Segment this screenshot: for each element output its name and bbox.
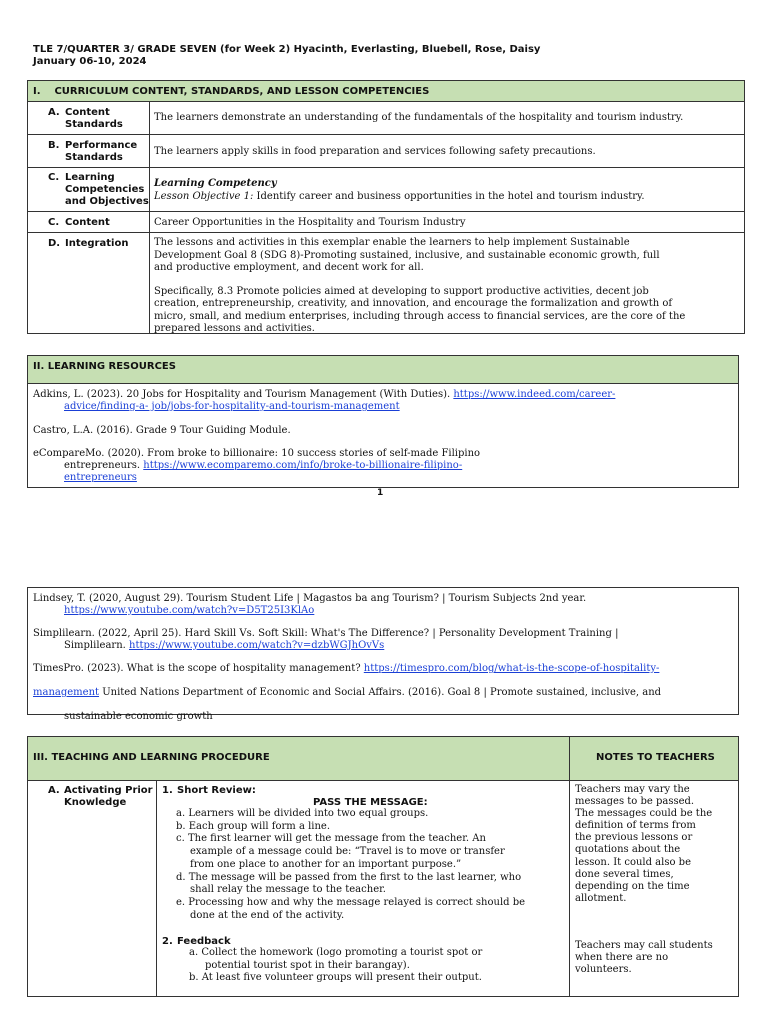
row-d-label: Content	[65, 217, 110, 228]
reference-un: management United Nations Department of Economic and Social Affairs. (2016). Goal 8 | Promote sustained, inclusive, and	[33, 687, 662, 698]
row-e-label: Integration	[65, 238, 129, 249]
reference-link[interactable]: entrepreneurs	[64, 472, 137, 483]
step-b: b. Each group will form a line.	[176, 820, 331, 832]
note-line: when there are no	[575, 952, 669, 964]
header-line-1: TLE 7/QUARTER 3/ GRADE SEVEN (for Week 2) Hyacinth, Everlasting, Bluebell, Rose, Daisy	[33, 44, 541, 55]
reference-ecomparemo: eCompareMo. (2020). From broke to billionaire: 10 success stories of self-made Filipino entrepreneurs. https://www.ecomparemo.com/info/broke-to-billionaire-filipino- entrepreneurs	[33, 448, 481, 483]
note-short-review	[575, 784, 712, 905]
learning-competency-block	[154, 178, 645, 203]
feedback-b: b. At least five volunteer groups will present their output.	[189, 972, 482, 983]
item1-number: 1.	[162, 785, 173, 796]
reference-link[interactable]: https://www.indeed.com/career-	[453, 389, 616, 400]
section3-title: III. TEACHING AND LEARNING PROCEDURE	[33, 752, 270, 763]
feedback-a: a. Collect the homework (logo promoting a tourist spot or	[189, 947, 483, 958]
row-b-letter: B.	[48, 140, 60, 151]
row-e-letter: D.	[48, 238, 61, 249]
performance-standards-text: The learners apply skills in food preparation and services following safety precautions.	[154, 146, 596, 157]
step-d: d. The message will be passed from the first to the last learner, who	[176, 871, 522, 883]
note-line: the previous lessons or	[575, 832, 693, 844]
row-a-label: Content Standards	[65, 107, 123, 130]
content-text: Career Opportunities in the Hospitality and Tourism Industry	[154, 217, 466, 228]
reference-link[interactable]: https://www.youtube.com/watch?v=dzbWGJhOvVs	[129, 640, 385, 651]
note-line: lesson. It could also be	[575, 856, 691, 868]
reference-link[interactable]: https://www.ecomparemo.com/info/broke-to-billionaire-filipino-	[143, 460, 463, 471]
row-d-letter: C.	[48, 217, 60, 228]
section1-title: I. CURRICULUM CONTENT, STANDARDS, AND LESSON COMPETENCIES	[33, 86, 430, 97]
row-b-label: Performance Standards	[65, 140, 138, 163]
reference-link[interactable]: management	[33, 687, 100, 698]
note-line: volunteers.	[575, 964, 632, 976]
notes-header: NOTES TO TEACHERS	[596, 752, 715, 763]
reference-link[interactable]: https://timespro.com/blog/what-is-the-scope-of-hospitality-	[363, 663, 660, 674]
page-number: 1	[377, 488, 384, 498]
row-c-letter: C.	[48, 172, 60, 183]
lesson-objective-text: Identify career and business opportunities in the hotel and tourism industry.	[253, 190, 645, 202]
note-line: Teachers may call students	[575, 940, 713, 951]
integration-text: The lessons and activities in this exemplar enable the learners to help implement Sustainable Development Goal 8 (SDG 8)-Promoting sustained, inclusive, and sustainable economic growth, full and productive employment, and decent work for all. Specifically, 8.3 Promote policies aimed at developing to support productive activities, decent job creation, entrepreneurship, creativity, and innovation, and encourage the formalization and growth of micro, small, and medium enterprises, including through access to financial services, are the core of the prepared lessons and activities.	[154, 237, 686, 334]
learning-resources-continued	[27, 587, 739, 722]
content-standards-text: The learners demonstrate an understanding of the fundamentals of the hospitality and tourism industry.	[154, 112, 684, 123]
note-line: allotment.	[575, 892, 627, 904]
step-c: c. The first learner will get the message from the teacher. An	[176, 833, 486, 845]
reference-simplilearn: Simplilearn. (2022, April 25). Hard Skill Vs. Soft Skill: What's The Difference? | Personality Development Training | Simplilearn. https://www.youtube.com/watch?v=dzbWGJhOvVs	[33, 628, 619, 651]
header-line-2: January 06-10, 2024	[33, 56, 147, 67]
step-a: a. Learners will be divided into two equal groups.	[176, 808, 429, 819]
step-e: e. Processing how and why the message relayed is correct should be	[176, 896, 526, 908]
row-activating-label: Activating Prior Knowledge	[64, 785, 153, 808]
reference-un-cutoff: sustainable economic growth	[64, 711, 213, 722]
doc-header	[33, 44, 540, 68]
activity-title: PASS THE MESSAGE:	[313, 797, 428, 808]
note-feedback	[575, 940, 713, 976]
feedback-title: Feedback	[177, 936, 231, 947]
reference-lindsey: Lindsey, T. (2020, August 29). Tourism Student Life | Magastos ba ang Tourism? | Tourism Subjects 2nd year. https://www.youtube.com/watch?v=D5T25I3KlAo	[33, 593, 587, 616]
row-activating-letter: A.	[48, 785, 60, 796]
learning-competency-heading: Learning Competency	[154, 178, 277, 189]
note-line: The messages could be the	[575, 808, 713, 820]
reference-link[interactable]: advice/finding-a- job/jobs-for-hospitality-and-tourism-management	[64, 401, 400, 412]
feedback-steps: a. Collect the homework (logo promoting a tourist spot or potential tourist spot in their barangay). b. At least five volunteer groups will present their output.	[189, 947, 483, 983]
item2-number: 2.	[162, 936, 173, 947]
reference-adkins: Adkins, L. (2023). 20 Jobs for Hospitality and Tourism Management (With Duties). https://www.indeed.com/career- advice/finding-a- job/jobs-for-hospitality-and-tourism-management	[33, 389, 616, 412]
note-line: messages to be passed.	[575, 796, 695, 808]
short-review-title: Short Review:	[177, 785, 256, 796]
note-line: quotations about the	[575, 844, 681, 856]
note-line: depending on the time	[575, 880, 690, 892]
note-line: definition of terms from	[575, 820, 696, 832]
reference-castro: Castro, L.A. (2016). Grade 9 Tour Guiding Module.	[33, 425, 291, 436]
row-c-label: Learning Competencies and Objectives	[65, 172, 149, 207]
lesson-objective-label: Lesson Objective 1:	[154, 190, 254, 202]
row-a-letter: A.	[48, 107, 60, 118]
activity-steps: a. Learners will be divided into two equal groups. b. Each group will form a line. c. The first learner will get the message from the teacher. An example of a message could be: “Travel is to move or transfer from one place to another for an important purpose.” d. The message will be passed from the first to the last learner, who shall relay the message to the teacher. e. Processing how and why the message relayed is correct should be done at the end of the activity.	[176, 808, 526, 921]
section2-title: II. LEARNING RESOURCES	[33, 361, 176, 372]
reference-link[interactable]: https://www.youtube.com/watch?v=D5T25I3KlAo	[64, 605, 315, 616]
note-line: Teachers may vary the	[575, 784, 690, 795]
reference-timespro: TimesPro. (2023). What is the scope of hospitality management? https://timespro.com/blog/what-is-the-scope-of-hospitality-	[33, 663, 660, 674]
note-line: done several times,	[575, 868, 674, 880]
